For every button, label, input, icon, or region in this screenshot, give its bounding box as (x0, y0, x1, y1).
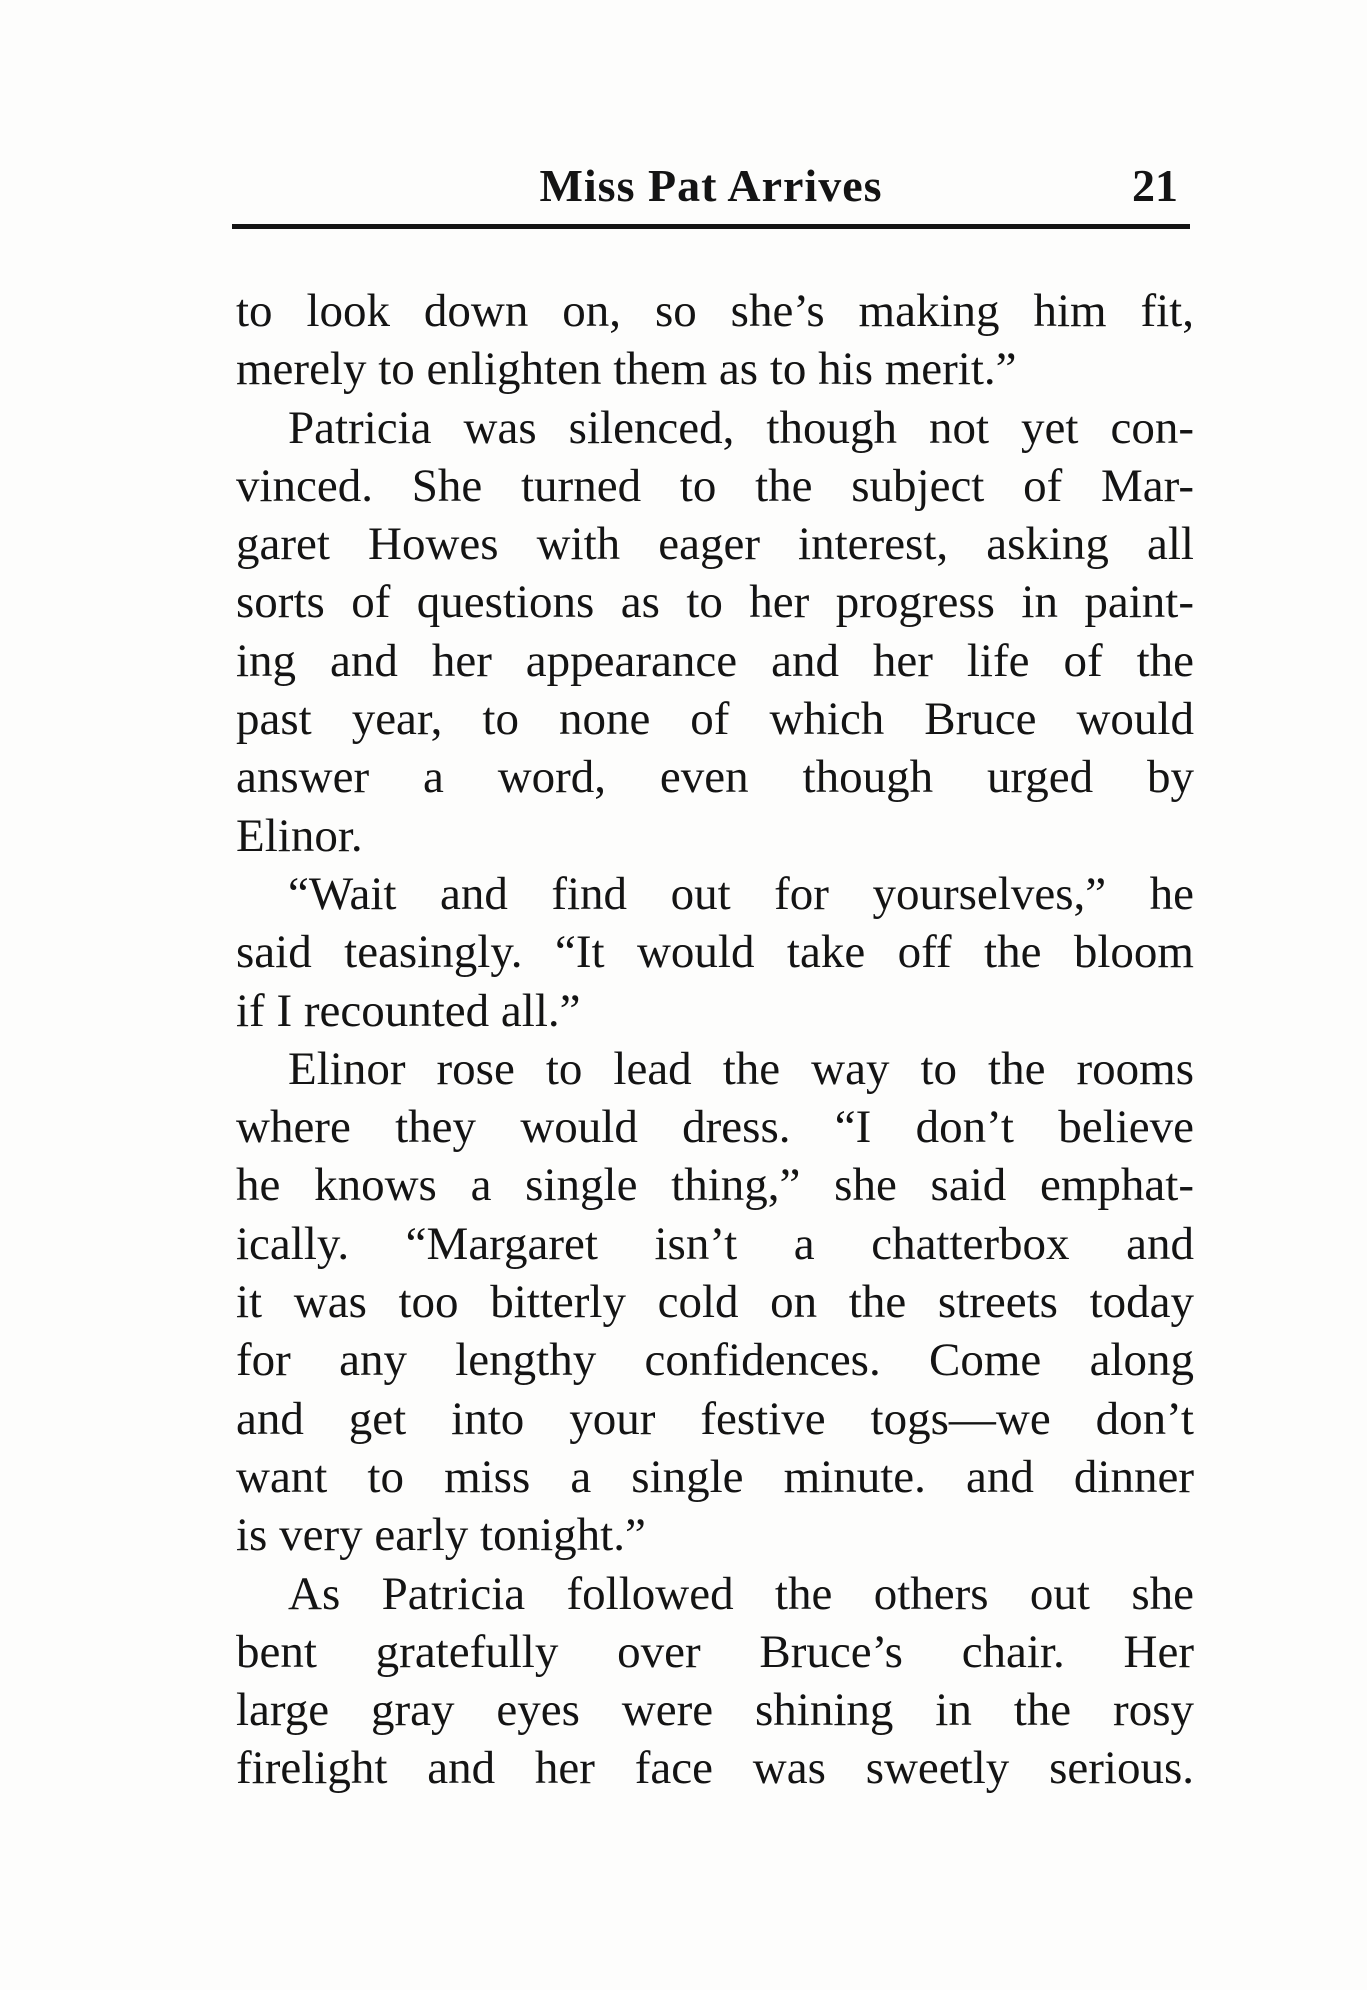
header-rule (232, 224, 1190, 229)
text-line: ically. “Margaret isn’t a chatterbox and (236, 1217, 1194, 1270)
running-head (232, 155, 1190, 225)
body-text (236, 282, 1194, 1798)
text-line: and get into your festive togs—we don’t (236, 1392, 1194, 1445)
text-line: answer a word, even though urged by (236, 751, 1194, 804)
text-line: to look down on, so she’s making him fit, (236, 285, 1194, 337)
text-line: want to miss a single minute. and dinner (236, 1450, 1194, 1503)
text-line: bent gratefully over Bruce’s chair. Her (236, 1625, 1194, 1678)
text-line: Elinor. (236, 809, 363, 862)
text-line: for any lengthy confidences. Come along (236, 1334, 1194, 1387)
text-line: said teasingly. “It would take off the bloom (236, 926, 1194, 979)
text-line: it was too bitterly cold on the streets today (236, 1276, 1194, 1329)
text-line: firelight and her face was sweetly serious. (236, 1742, 1194, 1795)
text-line: Elinor rose to lead the way to the rooms (288, 1042, 1194, 1095)
text-line: is very early tonight.” (236, 1509, 646, 1562)
text-line: sorts of questions as to her progress in paint- (236, 576, 1194, 629)
text-line: Patricia was silenced, though not yet con- (288, 401, 1194, 454)
text-line: vinced. She turned to the subject of Mar- (236, 459, 1194, 512)
text-line: garet Howes with eager interest, asking all (236, 518, 1194, 571)
text-line: “Wait and find out for yourselves,” he (288, 867, 1194, 920)
text-line: large gray eyes were shining in the rosy (236, 1684, 1194, 1737)
text-line: he knows a single thing,” she said emphat- (236, 1159, 1194, 1212)
text-line: where they would dress. “I don’t believe (236, 1101, 1194, 1154)
chapter-title: Miss Pat Arrives (539, 160, 883, 211)
text-line: if I recounted all.” (236, 984, 581, 1037)
text-line: past year, to none of which Bruce would (236, 693, 1194, 746)
text-line: As Patricia followed the others out she (288, 1567, 1194, 1620)
text-line: ing and her appearance and her life of the (236, 634, 1194, 687)
text-line: merely to enlighten them as to his merit.” (236, 343, 1017, 396)
page-number: 21 (1132, 160, 1178, 211)
